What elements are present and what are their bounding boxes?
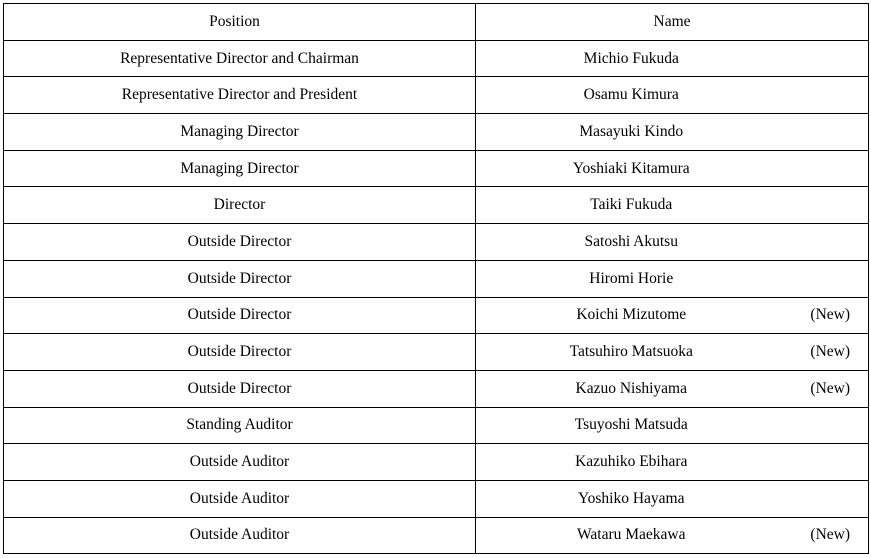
new-badge: [787, 224, 869, 261]
table-row: [4, 260, 869, 297]
table-row: [4, 444, 869, 481]
header-row: [4, 4, 869, 41]
table-row: [4, 224, 869, 261]
name-cell: Taiki Fukuda: [476, 187, 787, 224]
table-row: [4, 150, 869, 187]
table-row: [4, 407, 869, 444]
table-row: [4, 114, 869, 151]
new-badge: (New): [787, 517, 869, 554]
name-cell: Masayuki Kindo: [476, 114, 787, 151]
position-cell: Outside Auditor: [4, 444, 476, 481]
position-cell: Representative Director and President: [4, 77, 476, 114]
new-badge: [787, 444, 869, 481]
new-badge: [787, 40, 869, 77]
new-badge: [787, 260, 869, 297]
new-badge: (New): [787, 297, 869, 334]
name-cell: Wataru Maekawa: [476, 517, 787, 554]
table-row: [4, 187, 869, 224]
table-row: [4, 517, 869, 554]
position-cell: Outside Director: [4, 297, 476, 334]
position-cell: Managing Director: [4, 150, 476, 187]
name-cell: Hiromi Horie: [476, 260, 787, 297]
table-row: [4, 480, 869, 517]
name-cell: Satoshi Akutsu: [476, 224, 787, 261]
name-cell: Kazuo Nishiyama: [476, 370, 787, 407]
position-cell: Representative Director and Chairman: [4, 40, 476, 77]
position-cell: Outside Director: [4, 260, 476, 297]
name-cell: Tatsuhiro Matsuoka: [476, 334, 787, 371]
new-badge: [787, 114, 869, 151]
position-cell: Outside Director: [4, 334, 476, 371]
name-cell: Michio Fukuda: [476, 40, 787, 77]
new-badge: [787, 150, 869, 187]
name-cell: Yoshiko Hayama: [476, 480, 787, 517]
position-cell: Outside Auditor: [4, 517, 476, 554]
new-badge: [787, 480, 869, 517]
position-column-header: Position: [4, 4, 476, 41]
position-cell: Outside Director: [4, 224, 476, 261]
table-row: [4, 334, 869, 371]
name-cell: Osamu Kimura: [476, 77, 787, 114]
name-cell: Yoshiaki Kitamura: [476, 150, 787, 187]
new-badge: [787, 77, 869, 114]
position-cell: Outside Auditor: [4, 480, 476, 517]
table-header: [4, 4, 869, 41]
new-badge: (New): [787, 370, 869, 407]
new-badge: (New): [787, 334, 869, 371]
new-badge: [787, 407, 869, 444]
table-row: [4, 370, 869, 407]
name-column-header: Name: [476, 4, 869, 41]
table-row: [4, 297, 869, 334]
name-cell: Kazuhiko Ebihara: [476, 444, 787, 481]
table-row: [4, 40, 869, 77]
officers-table: [3, 3, 869, 554]
table-row: [4, 77, 869, 114]
position-cell: Outside Director: [4, 370, 476, 407]
position-cell: Standing Auditor: [4, 407, 476, 444]
position-cell: Managing Director: [4, 114, 476, 151]
new-badge: [787, 187, 869, 224]
table-body: [4, 40, 869, 554]
name-cell: Tsuyoshi Matsuda: [476, 407, 787, 444]
position-cell: Director: [4, 187, 476, 224]
name-cell: Koichi Mizutome: [476, 297, 787, 334]
